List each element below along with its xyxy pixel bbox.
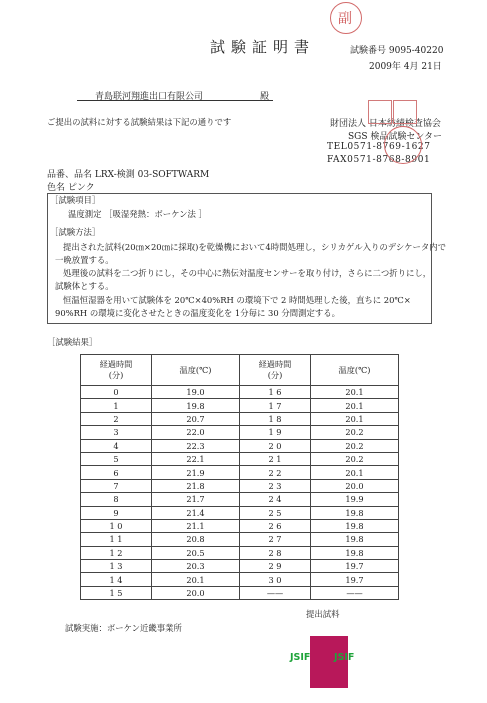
issuer-fax: FAX0571-8768-8901 [327, 155, 431, 165]
time-cell: 1 3 [81, 560, 152, 573]
method-line: 一晩放置する。 [55, 255, 114, 265]
time-cell: 1 1 [81, 533, 152, 546]
table-row [81, 466, 399, 479]
intro-text: ご提出の試料に対する試験結果は下記の通りです [47, 117, 232, 127]
time-cell-2: 2 5 [240, 506, 311, 519]
temp-cell-2: —— [311, 586, 399, 599]
method-line: 90%RH の環境に変化させたときの温度変化を 1分毎に 30 分間測定する。 [55, 308, 340, 318]
temp-cell-2: 20.2 [311, 439, 399, 452]
method-line: 処理後の試料を二つ折りにし，その中心に熱伝対温度センサーを取り付け，さらに二つ折りにし， [63, 268, 432, 278]
temp-cell-2: 20.1 [311, 399, 399, 412]
issue-date: 2009年 4月 21日 [369, 62, 442, 72]
time-cell-2: 2 9 [240, 560, 311, 573]
temp-cell-2: 19.8 [311, 533, 399, 546]
temp-cell-2: 20.1 [311, 386, 399, 399]
sample-name: 品番、品名 LRX-検測 03-SOFTWARM [47, 170, 210, 180]
temp-cell: 21.7 [152, 493, 240, 506]
table-header-row [81, 355, 399, 386]
temp-cell-2: 20.2 [311, 452, 399, 465]
time-cell-2: 2 0 [240, 439, 311, 452]
table-row [81, 452, 399, 465]
table-row [81, 426, 399, 439]
time-cell-2: 1 7 [240, 399, 311, 412]
temp-cell-2: 19.7 [311, 573, 399, 586]
column-header-temp: 温度(℃) [152, 355, 240, 386]
temp-cell: 20.0 [152, 586, 240, 599]
issuer-seal-icon [393, 100, 417, 124]
table-row [81, 533, 399, 546]
results-heading: ［試験結果］ [47, 337, 98, 347]
table-row [81, 546, 399, 559]
time-cell-2: 2 7 [240, 533, 311, 546]
time-cell-2: 2 3 [240, 479, 311, 492]
time-cell: 3 [81, 426, 152, 439]
column-header-time: 経過時間 (分) [81, 355, 152, 386]
document-title: 試験証明書 [210, 38, 316, 56]
addressee-honorific: 殿 [260, 92, 270, 102]
sample-label: 提出試料 [306, 609, 340, 619]
time-cell: 4 [81, 439, 152, 452]
time-cell: 1 [81, 399, 152, 412]
results-table [80, 354, 399, 600]
table-row [81, 386, 399, 399]
temp-cell: 20.7 [152, 412, 240, 425]
time-cell-2: 2 6 [240, 519, 311, 532]
test-item-text: 温度測定 ［吸湿発熱：ボーケン法 ］ [68, 209, 207, 219]
issuer-seal-icon [368, 100, 392, 124]
time-cell-2: 3 0 [240, 573, 311, 586]
addressee-underline [77, 100, 273, 101]
time-cell-2: 2 1 [240, 452, 311, 465]
certificate-number: 試験番号 9095-40220 [350, 46, 444, 56]
test-item-heading: ［試験項目］ [50, 195, 101, 205]
table-row [81, 519, 399, 532]
time-cell-2: 1 9 [240, 426, 311, 439]
time-cell-2: 2 4 [240, 493, 311, 506]
method-line: 提出された試料(20㎝×20㎝に採取)を乾燥機において4時間処理し，シリカゲル入りのデシケータ内で [63, 242, 446, 252]
temp-cell: 22.1 [152, 452, 240, 465]
time-cell-2: —— [240, 586, 311, 599]
jsif-logo-right: JSIF [334, 652, 355, 663]
time-cell: 1 5 [81, 586, 152, 599]
time-cell: 6 [81, 466, 152, 479]
time-cell: 2 [81, 412, 152, 425]
temp-cell-2: 19.9 [311, 493, 399, 506]
temp-cell: 22.0 [152, 426, 240, 439]
temp-cell-2: 20.1 [311, 412, 399, 425]
time-cell: 8 [81, 493, 152, 506]
issuer-organization: 財団法人 日本紡績検査協会 [330, 119, 441, 129]
temp-cell: 20.3 [152, 560, 240, 573]
table-row [81, 479, 399, 492]
temp-cell-2: 19.7 [311, 560, 399, 573]
addressee-company: 青島联河翔進出口有限公司 [95, 92, 204, 102]
test-method-heading: ［試験方法］ [50, 227, 101, 237]
time-cell: 1 2 [81, 546, 152, 559]
temp-cell-2: 19.8 [311, 506, 399, 519]
temp-cell: 21.4 [152, 506, 240, 519]
table-row [81, 560, 399, 573]
time-cell-2: 1 8 [240, 412, 311, 425]
table-row [81, 506, 399, 519]
table-row [81, 412, 399, 425]
temp-cell-2: 20.0 [311, 479, 399, 492]
table-row [81, 586, 399, 599]
temp-cell: 21.9 [152, 466, 240, 479]
temp-cell: 20.8 [152, 533, 240, 546]
time-cell: 1 4 [81, 573, 152, 586]
conducted-by: 試験実施：ボーケン近畿事業所 [65, 623, 182, 633]
time-cell: 1 0 [81, 519, 152, 532]
table-row [81, 493, 399, 506]
temp-cell: 20.1 [152, 573, 240, 586]
method-line: 試験体とする。 [55, 281, 114, 291]
time-cell: 0 [81, 386, 152, 399]
temp-cell: 21.1 [152, 519, 240, 532]
issuer-round-seal-icon [384, 126, 422, 164]
temp-cell-2: 20.1 [311, 466, 399, 479]
issuer-tel: TEL0571-8769-1627 [327, 142, 431, 152]
table-row [81, 399, 399, 412]
time-cell: 7 [81, 479, 152, 492]
temp-cell: 22.3 [152, 439, 240, 452]
temp-cell-2: 19.8 [311, 519, 399, 532]
column-header-temp-2: 温度(℃) [311, 355, 399, 386]
time-cell: 9 [81, 506, 152, 519]
sample-color: 色名 ピンク [47, 183, 95, 193]
temp-cell: 19.0 [152, 386, 240, 399]
red-seal-icon: 副 [330, 2, 362, 34]
method-line: 恒温恒湿器を用いて試験体を 20℃×40%RH の環境下で 2 時間処理した後，直ちに 20℃× [63, 295, 411, 305]
issuer-branch: SGS 検品試験センター [348, 132, 443, 142]
table-row [81, 573, 399, 586]
time-cell-2: 1 6 [240, 386, 311, 399]
temp-cell-2: 20.2 [311, 426, 399, 439]
column-header-time-2: 経過時間 (分) [240, 355, 311, 386]
time-cell-2: 2 8 [240, 546, 311, 559]
temp-cell: 21.8 [152, 479, 240, 492]
temp-cell-2: 19.8 [311, 546, 399, 559]
jsif-logo-left: JSIF [290, 652, 311, 663]
time-cell-2: 2 2 [240, 466, 311, 479]
temp-cell: 20.5 [152, 546, 240, 559]
table-row [81, 439, 399, 452]
time-cell: 5 [81, 452, 152, 465]
temp-cell: 19.8 [152, 399, 240, 412]
